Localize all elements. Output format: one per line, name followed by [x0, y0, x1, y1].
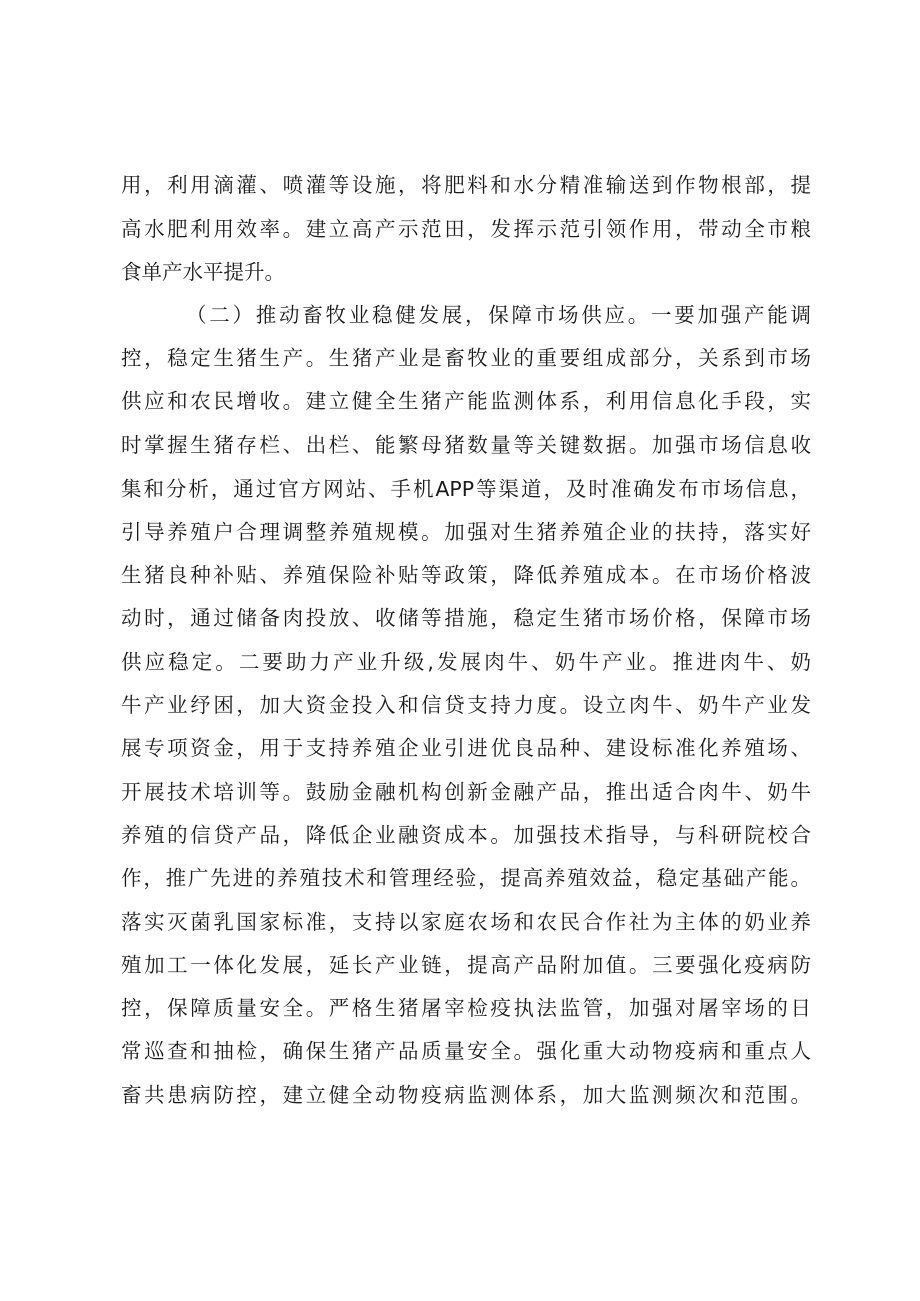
- text-line: 动时，通过储备肉投放、收储等措施，稳定生猪市场价格，保障市场: [121, 606, 811, 630]
- text-line: 控，保障质量安全。严格生猪屠宰检疫执法监管，加强对屠宰场的日: [121, 996, 811, 1020]
- text-line: 供应和农民增收。建立健全生猪产能监测体系，利用信息化手段，实: [121, 389, 811, 413]
- text-line: 常巡查和抽检，确保生猪产品质量安全。强化重大动物疫病和重点人: [121, 1039, 811, 1063]
- text-line: 生猪良种补贴、养殖保险补贴等政策，降低养殖成本。在市场价格波: [121, 563, 811, 587]
- text-line: 控，稳定生猪生产。生猪产业是畜牧业的重要组成部分，关系到市场: [121, 346, 811, 370]
- text-line: 时掌握生猪存栏、出栏、能繁母猪数量等关键数据。加强市场信息收: [121, 433, 811, 457]
- text-line: 作，推广先进的养殖技术和管理经验，提高养殖效益，稳定基础产能。: [121, 866, 811, 890]
- text-line: 养殖的信贷产品，降低企业融资成本。加强技术指导，与科研院校合: [121, 823, 811, 847]
- text-line: 落实灭菌乳国家标准，支持以家庭农场和农民合作社为主体的奶业养: [121, 910, 811, 934]
- text-line: 高水肥利用效率。建立高产示范田，发挥示范引领作用，带动全市粮: [121, 217, 811, 241]
- text-line: 开展技术培训等。鼓励金融机构创新金融产品，推出适合肉牛、奶牛: [121, 780, 811, 804]
- text-line: 食单产水平提升。: [121, 260, 285, 284]
- text-line: 用，利用滴灌、喷灌等设施，将肥料和水分精准输送到作物根部，提: [121, 173, 811, 197]
- text-line: 引导养殖户合理调整养殖规模。加强对生猪养殖企业的扶持，落实好: [121, 520, 811, 544]
- text-line: 集和分析，通过官方网站、手机APP等渠道，及时准确发布市场信息，: [121, 477, 811, 501]
- text-line: 牛产业纾困，加大资金投入和信贷支持力度。设立肉牛、奶牛产业发: [121, 693, 811, 717]
- text-line: 展专项资金，用于支持养殖企业引进优良品种、建设标准化养殖场、: [121, 736, 811, 760]
- text-line: 殖加工一体化发展，延长产业链，提高产品附加值。三要强化疫病防: [121, 953, 811, 977]
- text-line: 畜共患病防控，建立健全动物疫病监测体系，加大监测频次和范围。: [121, 1083, 811, 1107]
- paragraph-heading-line: （二）推动畜牧业稳健发展，保障市场供应。一要加强产能调: [186, 303, 811, 327]
- text-line: 供应稳定。二要助力产业升级,发展肉牛、奶牛产业。推进肉牛、奶: [121, 650, 811, 674]
